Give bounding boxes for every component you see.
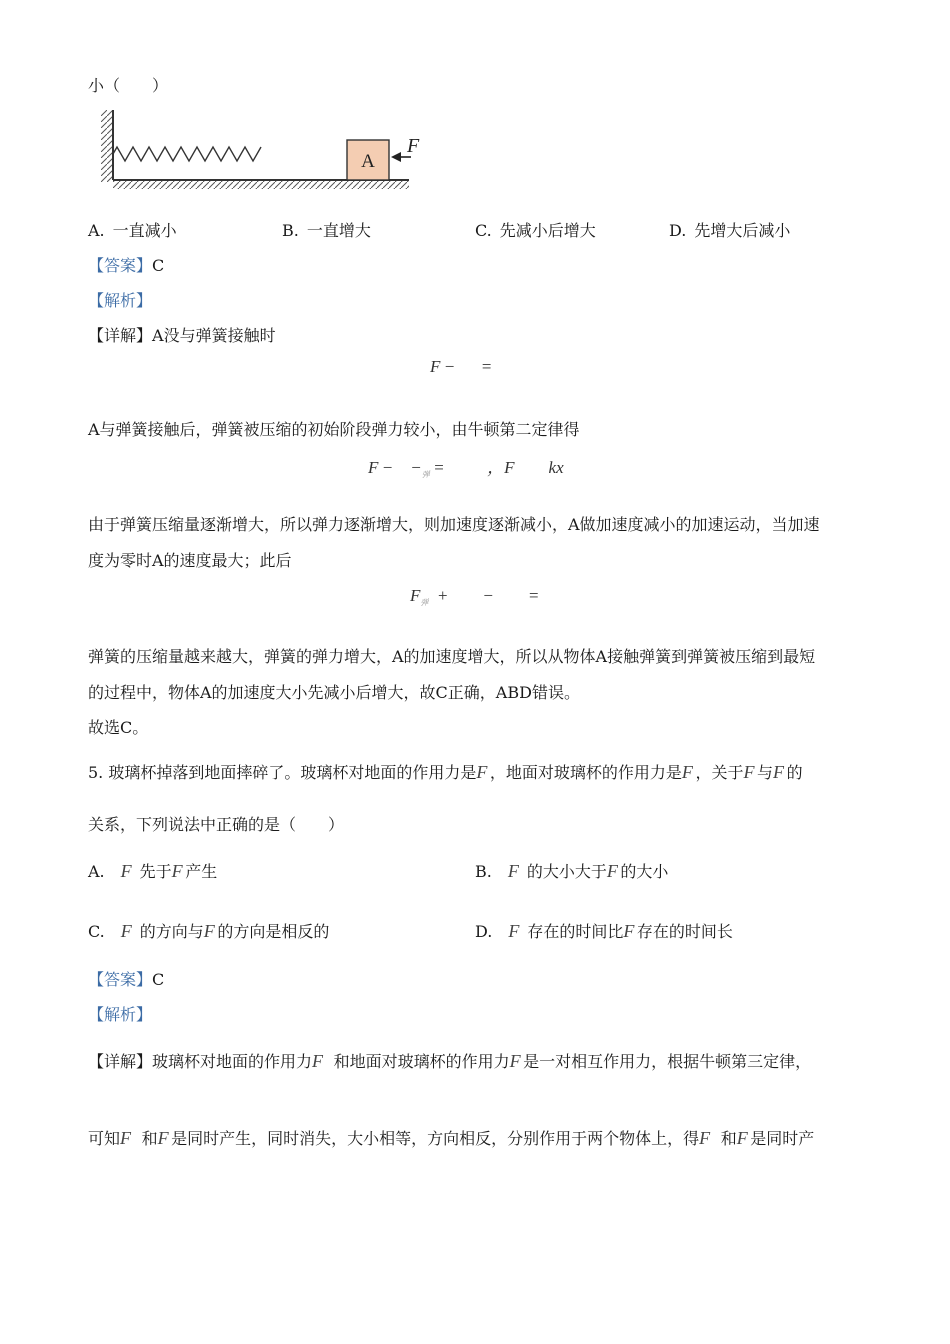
q4-equation-2: F − $-_弹$ = ，F kx xyxy=(368,458,564,479)
q5-detail-line1: 【详解】玻璃杯对地面的作用力F 和地面对玻璃杯的作用力F 是一对相互作用力，根据牛顿第三定律， xyxy=(88,1051,812,1071)
q5-detail-line2: 可知F 和F 是同时产生，同时消失，大小相等，方向相反，分别作用于两个物体上，得F 和F 是同时产 xyxy=(88,1128,815,1148)
q5-option-c[interactable]: C. F 的方向与F 的方向是相反的 xyxy=(88,921,330,941)
q5-option-b[interactable]: B. F 的大小大于F 的大小 xyxy=(475,861,669,881)
q4-answer: 【答案】C xyxy=(88,256,165,275)
q4-stem-fragment: 小（ ） xyxy=(88,76,169,95)
q5-stem-line1: 5. 玻璃杯掉落到地面摔碎了。玻璃杯对地面的作用力是F ，地面对玻璃杯的作用力是F ，关于F 与F 的 xyxy=(88,762,803,782)
q4-option-d[interactable]: D. 先增大后减小 xyxy=(669,221,791,240)
q4-detail-line3a: 由于弹簧压缩量逐渐增大，所以弹力逐渐增大，则加速度逐渐减小，A做加速度减小的加速运动，当加速 xyxy=(88,515,820,534)
q4-option-a[interactable]: A. 一直减小 xyxy=(88,221,177,240)
q4-detail-line4b: 的过程中，物体A的加速度大小先减小后增大，故C正确，ABD错误。 xyxy=(88,683,580,702)
floor-hatch xyxy=(113,180,409,189)
q5-answer: 【答案】C xyxy=(88,970,165,989)
wall-hatch xyxy=(101,110,113,182)
q4-conclusion: 故选C。 xyxy=(88,718,149,737)
force-arrow-head xyxy=(391,152,401,162)
q4-equation-1: F − = xyxy=(430,357,493,376)
q4-detail-intro: 【详解】A没与弹簧接触时 xyxy=(88,326,276,345)
q4-option-c[interactable]: C. 先减小后增大 xyxy=(475,221,596,240)
q4-detail-line4a: 弹簧的压缩量越来越大，弹簧的弹力增大，A的加速度增大，所以从物体A接触弹簧到弹簧被压缩到最短 xyxy=(88,647,816,666)
force-label: F xyxy=(407,135,420,157)
q5-option-d[interactable]: D. F 存在的时间比F 存在的时间长 xyxy=(475,921,733,941)
block-a-label: A xyxy=(361,151,375,172)
spring-block-figure xyxy=(95,104,435,194)
q5-stem-line2: 关系，下列说法中正确的是（ ） xyxy=(88,815,345,834)
q4-detail-line3b: 度为零时A的速度最大；此后 xyxy=(88,551,292,570)
q4-detail-line2: A与弹簧接触后，弹簧被压缩的初始阶段弹力较小，由牛顿第二定律得 xyxy=(88,420,580,439)
q4-equation-3: $F_弹$ + − = xyxy=(410,586,540,607)
q5-option-a[interactable]: A. F 先于F 产生 xyxy=(88,861,218,881)
q4-analysis-tag: 【解析】 xyxy=(88,291,153,310)
q4-option-b[interactable]: B. 一直增大 xyxy=(282,221,371,240)
spring xyxy=(113,147,261,161)
q5-analysis-tag: 【解析】 xyxy=(88,1005,153,1024)
